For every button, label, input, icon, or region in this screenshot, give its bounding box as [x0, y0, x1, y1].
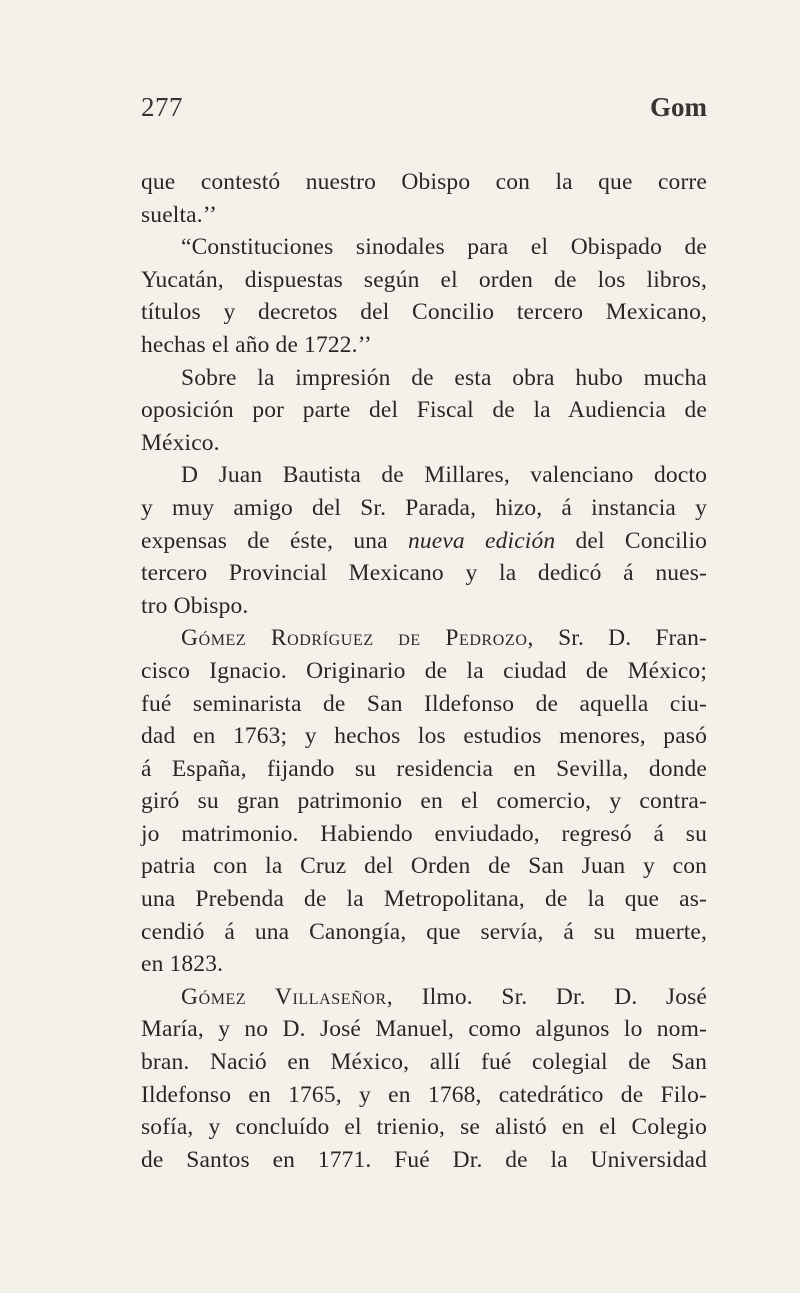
- text-line: jo matrimonio. Habiendo enviudado, regresó á su: [141, 820, 707, 847]
- text-line: fué seminarista de San Ildefonso de aquella ciu-: [141, 690, 707, 717]
- text-line: sofía, y concluído el trienio, se alistó en el Colegio: [141, 1114, 707, 1141]
- text-line: Sobre la impresión de esta obra hubo mucha: [181, 364, 707, 391]
- text-run: Ilmo. Sr. Dr. D. José: [421, 983, 707, 1010]
- text-line: y muy amigo del Sr. Parada, hizo, á instancia y: [141, 494, 707, 521]
- text-line: hechas el año de 1722.’’: [141, 331, 372, 358]
- text-line: Ildefonso en 1765, y en 1768, catedrático de Filo-: [141, 1081, 707, 1108]
- text-line: giró su gran patrimonio en el comercio, y contra-: [141, 788, 707, 815]
- text-line: México.: [141, 429, 220, 456]
- text-line: una Prebenda de la Metropolitana, de la que as-: [141, 886, 707, 913]
- running-head: Gom: [650, 92, 707, 122]
- text-line: oposición por parte del Fiscal de la Audiencia de: [141, 397, 707, 424]
- text-line: tercero Provincial Mexicano y la dedicó á nues-: [141, 560, 707, 587]
- text-line: [141, 981, 707, 1014]
- text-line: Yucatán, dispuestas según el orden de los libros,: [141, 266, 707, 293]
- text-line: María, y no D. José Manuel, como algunos lo nom-: [141, 1016, 707, 1043]
- text-line: á España, fijando su residencia en Sevilla, donde: [141, 755, 707, 782]
- text-line: suelta.’’: [141, 201, 217, 228]
- text-line: “Constituciones sinodales para el Obispado de: [181, 234, 707, 261]
- text-run: del Concilio: [575, 527, 708, 554]
- body-text: [141, 166, 707, 1176]
- text-line: dad en 1763; y hechos los estudios menores, pasó: [141, 723, 707, 750]
- text-run: Sr. D. Fran-: [558, 625, 707, 652]
- text-line: que contestó nuestro Obispo con la que corre: [141, 169, 707, 195]
- text-line: cendió á una Canongía, que servía, á su muerte,: [141, 918, 707, 945]
- entry-heading: Gómez Villaseñor,: [181, 983, 394, 1010]
- italic-title: nueva edición: [407, 527, 556, 554]
- page-header: [141, 92, 707, 132]
- text-line: [141, 622, 707, 655]
- text-line: títulos y decretos del Concilio tercero Mexicano,: [141, 299, 707, 326]
- text-line: D Juan Bautista de Millares, valenciano docto: [181, 462, 707, 489]
- text-line: tro Obispo.: [141, 592, 249, 619]
- text-line: bran. Nació en México, allí fué colegial de San: [141, 1049, 707, 1076]
- page-number: 277: [141, 92, 183, 122]
- entry-heading: Gómez Rodríguez de Pedrozo,: [181, 625, 534, 652]
- text-run: expensas de éste, una: [141, 527, 388, 554]
- text-line: patria con la Cruz del Orden de San Juan y con: [141, 853, 707, 880]
- text-line: en 1823.: [141, 951, 224, 978]
- text-line: [141, 525, 707, 558]
- text-line: de Santos en 1771. Fué Dr. de la Universidad: [141, 1146, 707, 1173]
- text-line: cisco Ignacio. Originario de la ciudad de México;: [141, 657, 707, 684]
